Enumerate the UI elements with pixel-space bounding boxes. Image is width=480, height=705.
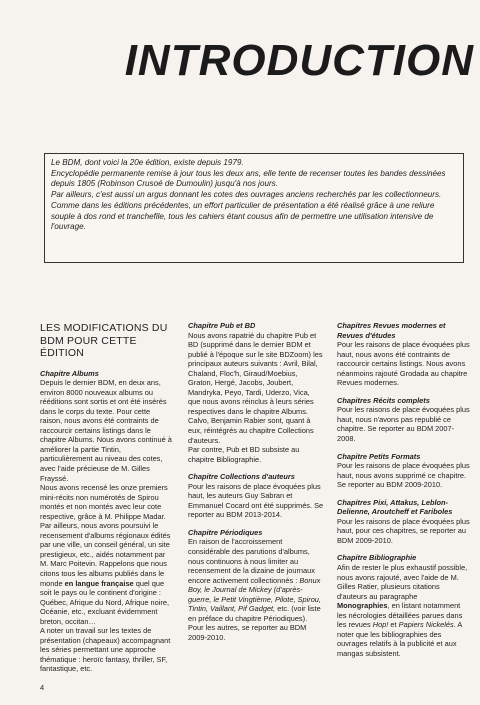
subheading: Chapitre Pub et BD <box>188 321 256 330</box>
intro-paragraph: Le BDM, dont voici la 20e édition, existe depuis 1979. <box>51 158 244 167</box>
body-text-span: , en listant notamment les nécrologies détaillées parues dans les revues <box>337 601 463 630</box>
section-heading: LES MODIFICATIONS DU BDM POUR CETTE ÉDITION <box>40 322 168 359</box>
subheading: Chapitres Pixi, Attakus, Leblon-Delienne, Aroutcheff et Fariboles <box>337 497 453 517</box>
column-1 <box>40 321 174 674</box>
body-text: Par contre, Pub et BD subsiste au chapitre Bibliographie. <box>188 445 300 464</box>
page-title: INTRODUCTION <box>124 36 474 85</box>
subheading: Chapitre Bibliographie <box>337 553 417 563</box>
subheading: Chapitre Collections d'auteurs <box>188 472 295 482</box>
body-text-span: Afin de rester le plus exhaustif possible, nous avons rajouté, avec l'aide de M. Gilles Ratier, plusieurs citations d'auteurs au paragraphe <box>337 563 468 601</box>
intro-paragraph: Comme dans les éditions précédentes, un effort particulier de présentation a été réalisé grâce à une reliure souple à dos rond et tranchefile, tous les cahiers étant cousus afin de permettre une utilisation intensive de l'ouvrage. <box>51 200 435 232</box>
body-text-span: quel que soit le pays ou le continent d'origine : Québec, Afrique du Nord, Afrique noire, Océanie, etc., excluant évidemment breton, occitan… <box>40 578 170 626</box>
emphasis-text: Monographies <box>337 601 388 611</box>
subheading: Chapitre Albums <box>40 368 99 378</box>
body-text-span: En raison de l'accroissement considérable des parutions d'albums, nous continuons à nous limiter au recensement de la dizaine de journaux encore activement collectionnés : <box>188 537 315 585</box>
body-text: Nous avons recensé les onze premiers mini-récits non numérotés de Spirou montés et non montés avec leur cote respective, grâce à M. Philippe Madar. <box>40 483 168 521</box>
column-3 <box>337 321 471 659</box>
intro-paragraph: Par ailleurs, c'est aussi un argus donnant les cotes des ouvrages anciens recherchés par les collectionneurs. <box>51 190 442 200</box>
emphasis-text: en langue française <box>64 578 134 588</box>
body-text: Pour les raisons de place évoquées plus haut, nous avons supprimé ce chapitre. Se reporter au BDM 2009-2010. <box>337 461 470 490</box>
body-text: A noter un travail sur les textes de présentation (chapeaux) accompagnant les séries permettant une approche thématique : heroïc fantasy, thriller, SF, fantastique, etc. <box>40 626 171 674</box>
body-text: Pour les raisons de place évoquées plus haut, les auteurs Guy Sabran et Emmanuel Cocard ont été supprimés. Se reporter au BDM 2013-2014. <box>188 481 324 520</box>
body-text <box>337 563 471 658</box>
subheading: Chapitre Petits Formats <box>337 451 421 461</box>
body-text-span: Par ailleurs, nous avons poursuivi le recensement d'albums régionaux édités par une ville, un conseil général, un site prestigieux, etc., aidés notamment par M. Marc Poitevin. Rappelons que nous citons tous les albums publiés dans le monde <box>40 521 171 588</box>
body-text-span: . A noter que les bibliographies des ouvrages relatifs à la publicité et aux mangas subsistent. <box>337 620 462 658</box>
italic-text: Hop! <box>372 620 389 630</box>
body-text: Nous avons rapatrié du chapitre Pub et BD (supprimé dans le dernier BDM et publié à l'époque sur le site BDZoom) les principaux auteurs suivants : Avril, Bilal, Chaland, Floc'h, Giraud/Moebius, Graton, Hergé, Jacobs, Joubert, Mandryka, Peyo, Tardi, Uderzo, Vica, que nous avons réinclus à leurs séries respectives dans le chapitre Albums. Calvo, Benjamin Rabier sont, quant à eux, réintégrés au chapitre Collections d'auteurs. <box>188 330 323 445</box>
intro-box <box>44 153 464 263</box>
body-text <box>40 521 174 626</box>
subheading: Chapitre Périodiques <box>188 527 263 537</box>
body-text: Pour les raisons de place évoquées plus haut, nous n'avons pas republié ce chapitre. Se reporter au BDM 2007-2008. <box>337 405 470 444</box>
body-text: Pour les raisons de place évoquées plus haut, pour ces chapitres, se reporter au BDM 2009-2010. <box>337 516 470 545</box>
italic-text: Bonux Boy, le Journal de Mickey (d'après-guerre, le Petit Vingtième, Pilote, Spirou, Tintin, Vaillant, Pif Gadget, <box>188 575 321 614</box>
body-text <box>188 537 324 642</box>
subheading: Chapitres Revues modernes et Revues d'études <box>337 321 446 340</box>
intro-paragraph: Encyclopédie permanente remise à jour tous les deux ans, elle tente de recenser toutes les bandes dessinées depuis 1805 (Robinson Crusoé de Dumoulin) jusqu'à nos jours. <box>51 168 446 189</box>
italic-text: Papiers Nickelés <box>398 620 454 630</box>
page-number: 4 <box>40 683 45 692</box>
body-text-span: et <box>388 620 399 630</box>
subheading: Chapitres Récits complets <box>337 395 430 405</box>
body-text-span: etc. (voir liste en préface du chapitre Périodiques). Pour les autres, se reporter au BDM 2009-2010. <box>188 604 321 642</box>
body-text: Pour les raisons de place évoquées plus haut, nous avons été contraints de raccourcir certains listings. Nous avons néanmoins rajouté Grodada au chapitre Revues modernes. <box>337 340 470 388</box>
column-2 <box>188 321 324 643</box>
body-text: Depuis le dernier BDM, en deux ans, environ 8000 nouveaux albums ou rééditions sont sortis et ont été insérés dans le corps du texte. Pour cette raison, nous avons été contraints de raccourcir certains listings dans le chapitre Albums. Nous avons continué à améliorer la partie Tintin, particulièrement au niveau des cotes, avec l'aide précieuse de M. Gilles Frayssé. <box>40 378 172 483</box>
